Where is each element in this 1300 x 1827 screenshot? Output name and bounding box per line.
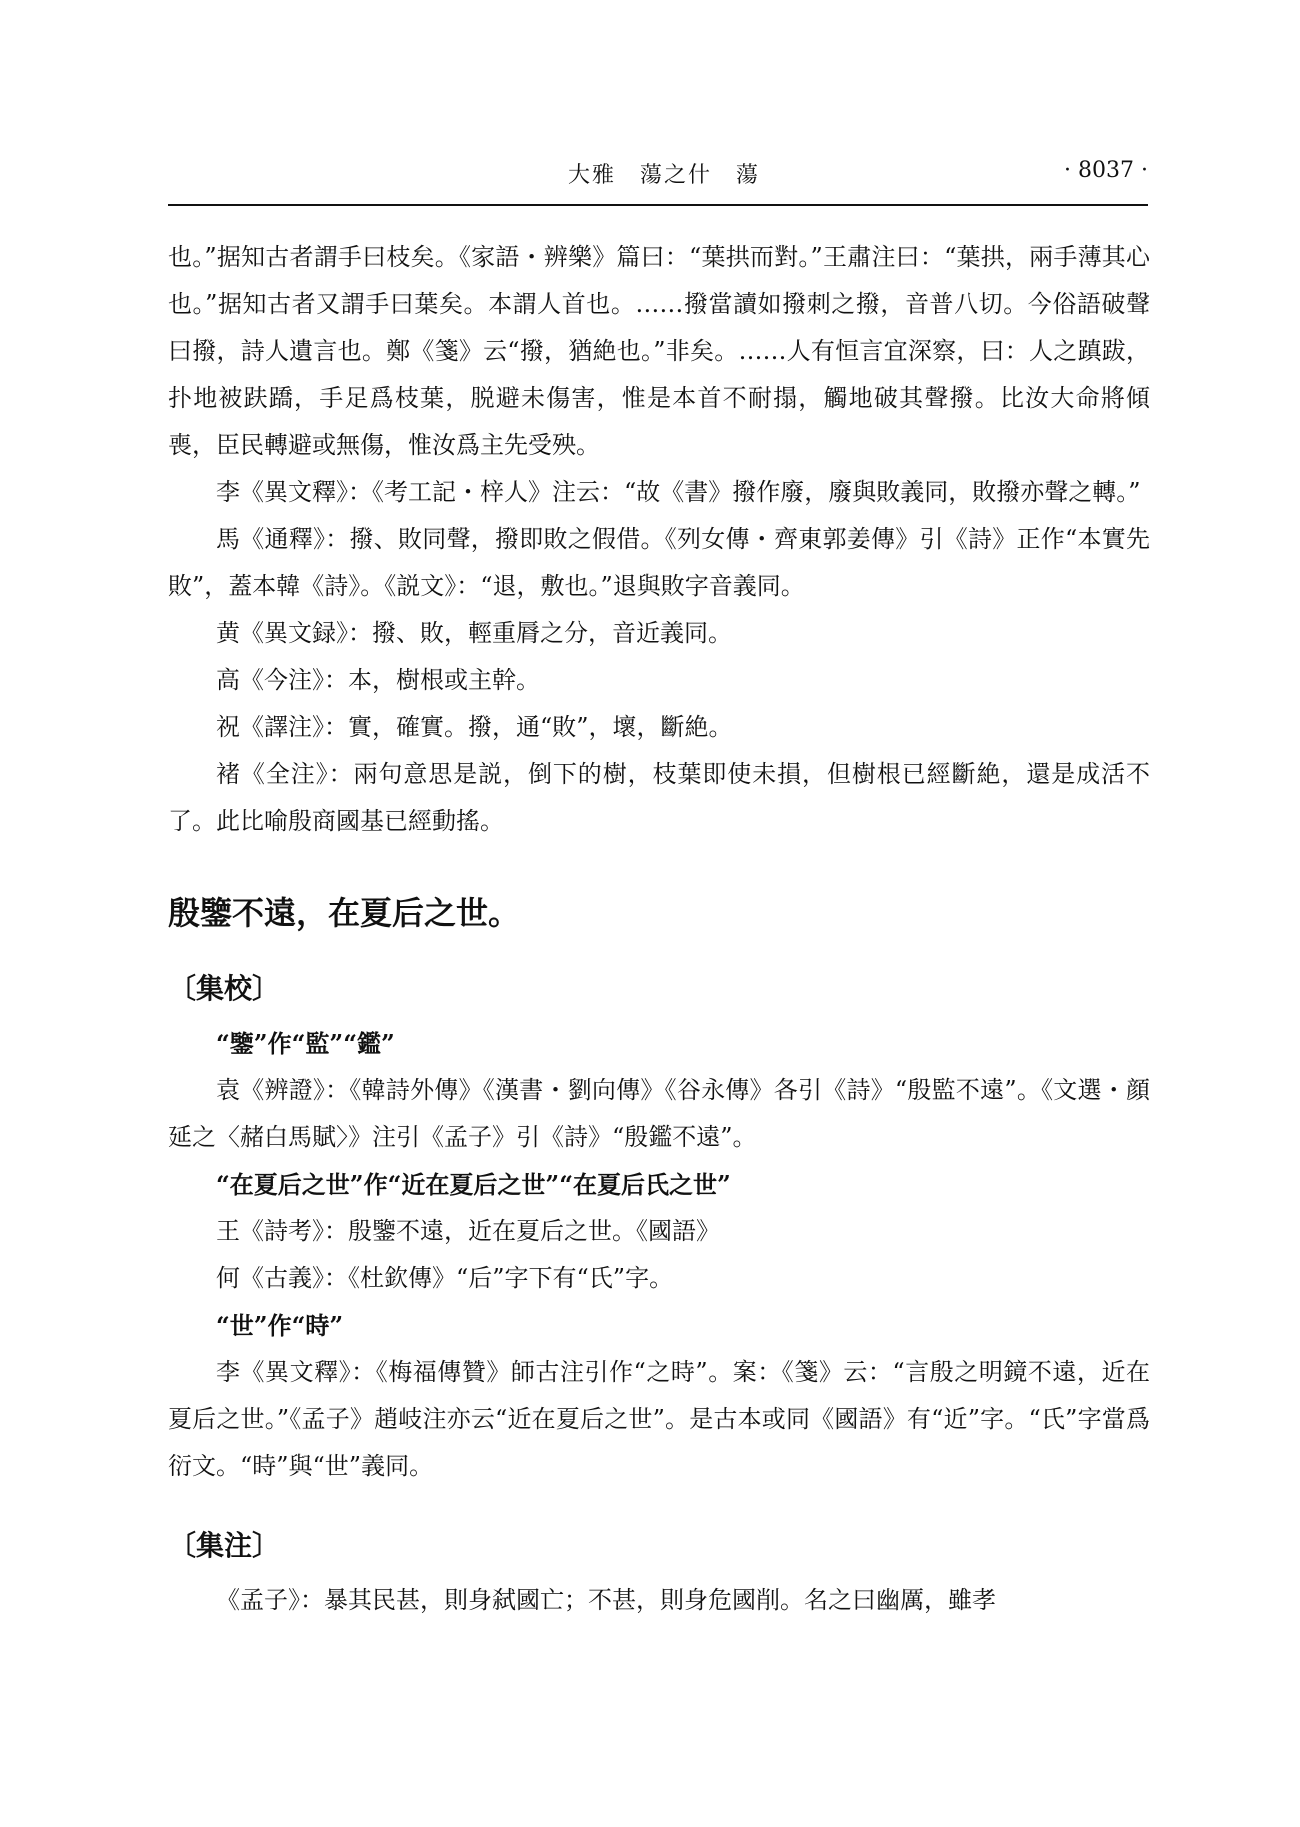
paragraph: 也。”据知古者謂手曰枝矣。《家語・辨樂》篇曰：“葉拱而對。”王肅注曰：“葉拱，兩手薄其心也。”据知古者又謂手曰葉矣。本謂人首也。……撥當讀如撥刺之撥，音普八切。今俗語破聲曰撥，詩人遺言也。鄭《箋》云“撥，猶絶也。”非矣。……人有恒言宜深察，曰：人之蹎跋，扑地被趺蹻，手足爲枝葉，脱避未傷害，惟是本首不耐搨，觸地破其聲撥。比汝大命將傾喪，臣民轉避或無傷，惟汝爲主先受殃。 [168, 243, 1150, 459]
paragraph: 《孟子》：暴其民甚，則身弑國亡；不甚，則身危國削。名之曰幽厲，雖孝 [216, 1586, 996, 1614]
page-header [168, 158, 1148, 198]
collation-subheading: “世”作“時” [216, 1311, 344, 1340]
paragraph: 黄《異文録》：撥、敗，輕重脣之分，音近義同。 [216, 619, 732, 647]
verse-heading: 殷鑒不遠，在夏后之世。 [168, 894, 521, 932]
section-heading-jijiao: 〔集校〕 [168, 972, 281, 1005]
paragraph: 高《今注》：本，樹根或主幹。 [216, 666, 540, 694]
section-heading-jizhu: 〔集注〕 [168, 1529, 281, 1562]
header-rule [168, 204, 1148, 206]
page-number: · 8037 · [1064, 158, 1148, 183]
paragraph: 馬《通釋》：撥、敗同聲，撥即敗之假借。《列女傳・齊東郭姜傳》引《詩》正作“本實先敗”，蓋本韓《詩》。《説文》：“退，敷也。”退與敗字音義同。 [168, 525, 1150, 600]
collation-subheading: “鑒”作“監”“鑑” [216, 1029, 395, 1058]
paragraph: 王《詩考》：殷鑒不遠，近在夏后之世。《國語》 [216, 1217, 720, 1245]
paragraph: 李《異文釋》：《梅福傳贊》師古注引作“之時”。案：《箋》云：“言殷之明鏡不遠，近在夏后之世。”《孟子》趙岐注亦云“近在夏后之世”。是古本或同《國語》有“近”字。“氏”字當爲衍文。“時”與“世”義同。 [168, 1358, 1150, 1480]
spacer [168, 1490, 1150, 1512]
paragraph: 褚《全注》：兩句意思是説，倒下的樹，枝葉即使未損，但樹根已經斷絶，還是成活不了。此比喻殷商國基已經動搖。 [168, 760, 1150, 835]
paragraph: 袁《辨證》：《韓詩外傳》《漢書・劉向傳》《谷永傳》各引《詩》“殷監不遠”。《文選・顔延之〈赭白馬賦〉》注引《孟子》引《詩》“殷鑑不遠”。 [168, 1076, 1150, 1151]
paragraph: 祝《譯注》：實，確實。撥，通“敗”，壞，斷絶。 [216, 713, 733, 741]
paragraph: 李《異文釋》：《考工記・梓人》注云：“故《書》撥作廢，廢與敗義同，敗撥亦聲之轉。” [216, 478, 1141, 506]
running-title: 大雅 蕩之什 蕩 [568, 163, 761, 188]
paragraph: 何《古義》：《杜欽傳》“后”字下有“氏”字。 [216, 1264, 674, 1292]
page-body [168, 234, 1150, 1624]
collation-subheading: “在夏后之世”作“近在夏后之世”“在夏后氏之世” [216, 1170, 731, 1199]
